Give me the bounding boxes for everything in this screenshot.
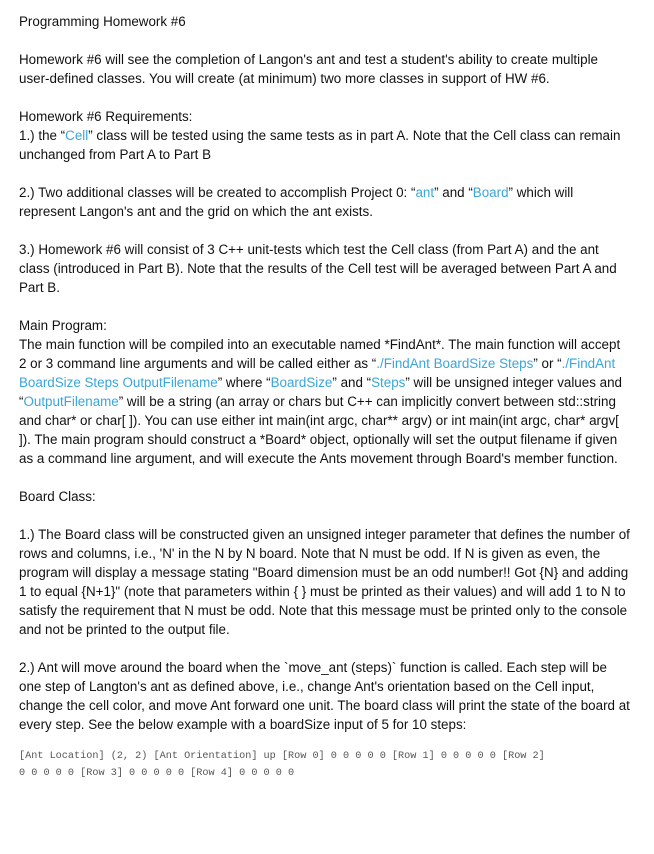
main-program-heading: Main Program: — [19, 318, 107, 333]
steps-arg: Steps — [371, 375, 406, 390]
requirement-1: 1.) the “Cell” class will be tested using the same tests as in part A. Note that the Cell class can remain unchanged from Part A to Part B — [19, 128, 621, 162]
board-class-item-2: 2.) Ant will move around the board when the `move_ant (steps)` function is called. Each step will be one step of Langton's ant as defined above, i.e., change Ant's orientation based on the Cell input, change the cell color, and move Ant forward one unit. The board class will print the state of the board at every step. See the below example with a boardSize input of 5 for 10 steps: — [19, 660, 630, 732]
ant-class-name: ant — [415, 185, 435, 200]
boardsize-arg: BoardSize — [270, 375, 333, 390]
page-title: Programming Homework #6 — [19, 14, 186, 29]
command-example-2: ./FindAnt BoardSize Steps OutputFilename — [19, 356, 616, 390]
board-class-item-1: 1.) The Board class will be constructed given an unsigned integer parameter that defines the number of rows and columns, i.e., 'N' in the N by N board. Note that N must be odd. If N is given as even, the program will display a message stating "Board dimension must be an odd number!! Got {N} and adding 1 to equal {N+1}" (note that parameters within { } must be printed as their values) and will add 1 to N to satisfy the requirement that N must be odd. Note that this message must be printed only to the console and not be printed to the output file. — [19, 527, 630, 637]
board-class-heading: Board Class: — [19, 489, 96, 504]
document-body — [19, 12, 631, 782]
intro-paragraph: Homework #6 will see the completion of Langon's ant and test a student's ability to create multiple user-defined classes. You will create (at minimum) two more classes in support of HW #6. — [19, 52, 598, 86]
code-line-1: [Ant Location] (2, 2) [Ant Orientation] up [Row 0] 0 0 0 0 0 [Row 1] 0 0 0 0 0 [Row 2] — [19, 751, 545, 762]
requirement-3: 3.) Homework #6 will consist of 3 C++ unit-tests which test the Cell class (from Part A) and the ant class (introduced in Part B). Note that the results of the Cell test will be averaged between Part A and Part B. — [19, 242, 617, 295]
code-example — [19, 748, 631, 782]
board-class-name: Board — [472, 185, 509, 200]
requirement-2: 2.) Two additional classes will be created to accomplish Project 0: “ant” and “Board” which will represent Langon's ant and the grid on which the ant exists. — [19, 185, 574, 219]
command-example-1: ./FindAnt BoardSize Steps — [376, 356, 534, 371]
cell-class-name: Cell — [65, 128, 89, 143]
outputfilename-arg: OutputFilename — [23, 394, 119, 409]
main-program-paragraph: The main function will be compiled into an executable named *FindAnt*. The main function will accept 2 or 3 command line arguments and will be called either as “./FindAnt BoardSize Steps” or “./FindAnt BoardSize Steps OutputFilename” where “BoardSize” and “Steps” will be unsigned integer values and “OutputFilename” will be a string (an array or chars but C++ can implicitly convert between std::string and char* or char[ ]). You can use either int main(int argc, char** argv) or int main(int argc, char* argv[ ]). The main program should construct a *Board* object, optionally will set the output filename if given as a command line argument, and will execute the Ants movement through Board's member function. — [19, 337, 622, 466]
requirements-heading: Homework #6 Requirements: — [19, 109, 193, 124]
code-line-2: 0 0 0 0 0 [Row 3] 0 0 0 0 0 [Row 4] 0 0 0 0 0 — [19, 768, 295, 779]
